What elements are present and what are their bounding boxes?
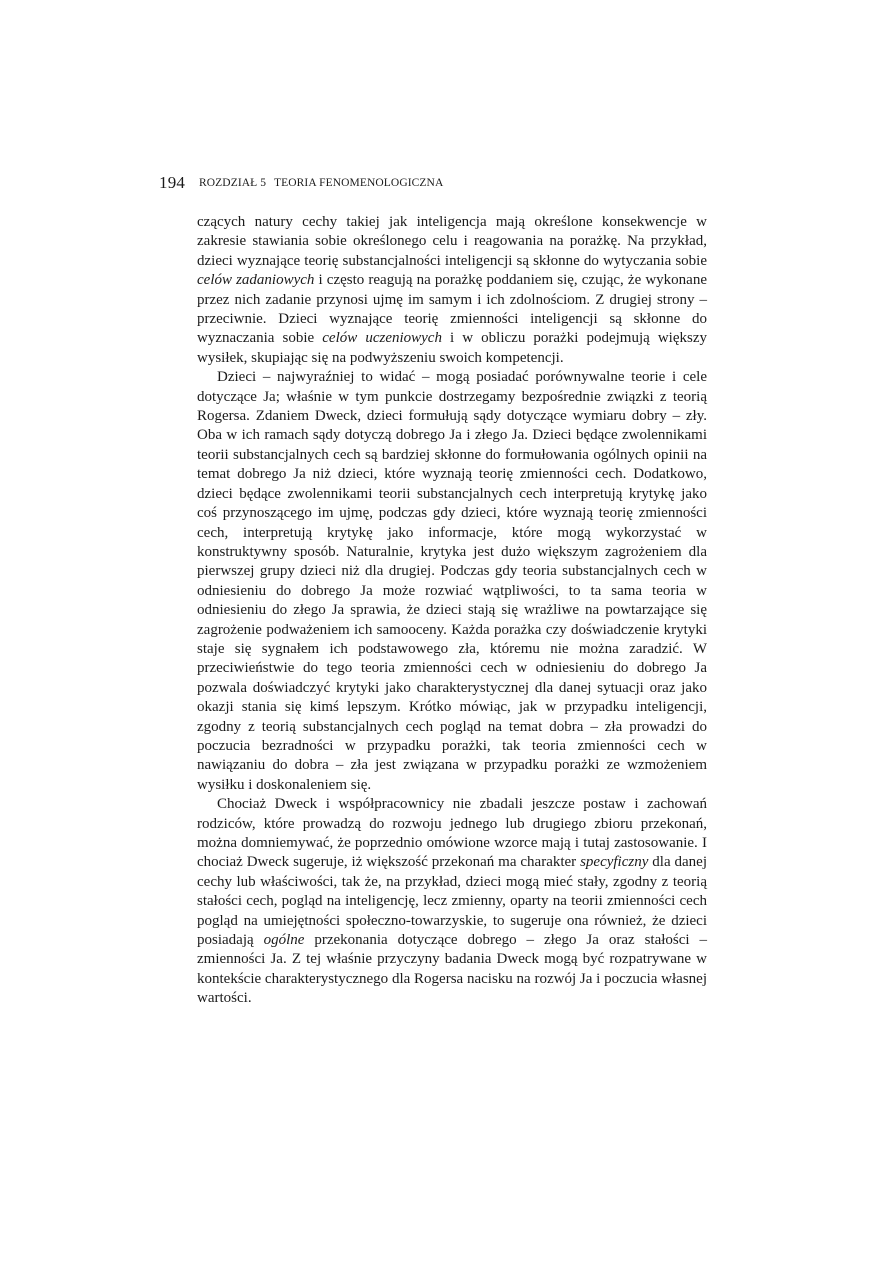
- paragraph-3-text-2: dla danej cechy lub właściwości, tak że, na przykład, dzieci mogą mieć stały, zgodny z teorią stałości cech, pogląd na inteligencję, lecz zmienny, oparty na teorii zmienności cech pogląd na umiejętności społeczno-towarzyskie, to sugeruje ona również, że dzieci posiadają: [197, 854, 707, 949]
- paragraph-1-text-1: czących natury cechy takiej jak inteligencja mają określone konsekwencje w zakresie stawiania sobie określonego celu i reagowania na porażkę. Na przykład, dzieci wyznające teorię substancjalności inteligencji są skłonne do wytyczania sobie: [197, 214, 707, 269]
- chapter-label: ROZDZIAŁ 5: [199, 177, 267, 189]
- paragraph-3: [197, 795, 707, 1008]
- paragraph-1: [197, 213, 707, 368]
- chapter-title: TEORIA FENOMENOLOGICZNA: [274, 177, 444, 189]
- paragraph-3-emphasis-1: specyficzny: [580, 854, 649, 871]
- paragraph-1-emphasis-2: celów uczeniowych: [322, 330, 442, 347]
- paragraph-1-text-2: i często reagują na porażkę poddaniem się, czując, że wykonane przez nich zadanie przynosi ujmę im samym i ich zdolnościom. Z drugiej strony – przeciwnie. Dzieci wyznające teorię zmienności inteligencji są skłonne do wyznaczania sobie: [197, 272, 707, 347]
- running-head: [159, 172, 719, 194]
- paragraph-3-text-1: Chociaż Dweck i współpracownicy nie zbadali jeszcze postaw i zachowań rodziców, które prowadzą do rozwoju jednego lub drugiego zbioru przekonań, można domniemywać, że poprzednio omówione wzorce mają i tutaj zastosowanie. I chociaż Dweck sugeruje, iż większość przekonań ma charakter: [197, 796, 707, 871]
- paragraph-3-text-3: przekonania dotyczące dobrego – złego Ja oraz stałości – zmienności Ja. Z tej właśnie przyczyny badania Dweck mogą być rozpatrywane w kontekście charakterystycznego dla Rogersa nacisku na rozwój Ja i poczucia własnej wartości.: [197, 932, 708, 1007]
- page-number: 194: [159, 173, 186, 192]
- body-text: [197, 213, 707, 1009]
- paragraph-2-text-1: Dzieci – najwyraźniej to widać – mogą posiadać porównywalne teorie i cele dotyczące Ja; właśnie w tym punkcie dostrzegamy bezpośrednie związki z teorią Rogersa. Zdaniem Dweck, dzieci formułują sądy dotyczące wymiaru dobry – zły. Oba w ich ramach sądy dotyczą dobrego Ja i złego Ja. Dzieci będące zwolennikami teorii substancjalnych cech są bardziej skłonne do formułowania ogólnych opinii na temat dobrego Ja niż dzieci, które wyznają teorię zmienności cech. Dodatkowo, dzieci będące zwolennikami teorii substancjalnych cech interpretują krytykę jako coś przynoszącego im ujmę, podczas gdy dzieci, które wyznają teorię zmienności cech, interpretują krytykę jako informacje, które mogą wykorzystać w konstruktywny sposób. Naturalnie, krytyka jest dużo większym zagrożeniem dla pierwszej grupy dzieci niż dla drugiej. Podczas gdy teoria substancjalnych cech w odniesieniu do dobrego Ja może rozwiać wątpliwości, to ta sama teoria w odniesieniu do złego Ja sprawia, że dzieci stają się wrażliwe na powtarzające się zagrożenie podważeniem ich samooceny. Każda porażka czy doświadczenie krytyki staje się sygnałem ich podstawowego zła, któremu nie można zaradzić. W przeciwieństwie do tego teoria zmienności cech w odniesieniu do dobrego Ja pozwala doświadczyć krytyki jako charakterystycznej dla danej sytuacji oraz jako okazji stania się kimś lepszym. Krótko mówiąc, jak w przypadku inteligencji, zgodny z teorią substancjalnych cech pogląd na temat dobra – zła prowadzi do poczucia bezradności w przypadku porażki, tak teoria zmienności cech w nawiązaniu do dobra – zła jest związana w przypadku porażki ze wzmożeniem wysiłku i doskonaleniem się.: [197, 369, 707, 793]
- paragraph-1-text-3: i w obliczu porażki podejmują większy wysiłek, skupiając się na podwyższeniu swoich kompetencji.: [197, 330, 707, 366]
- paragraph-3-emphasis-2: ogólne: [263, 932, 305, 949]
- paragraph-1-emphasis-1: celów zadaniowych: [197, 272, 315, 289]
- paragraph-2: [197, 368, 707, 795]
